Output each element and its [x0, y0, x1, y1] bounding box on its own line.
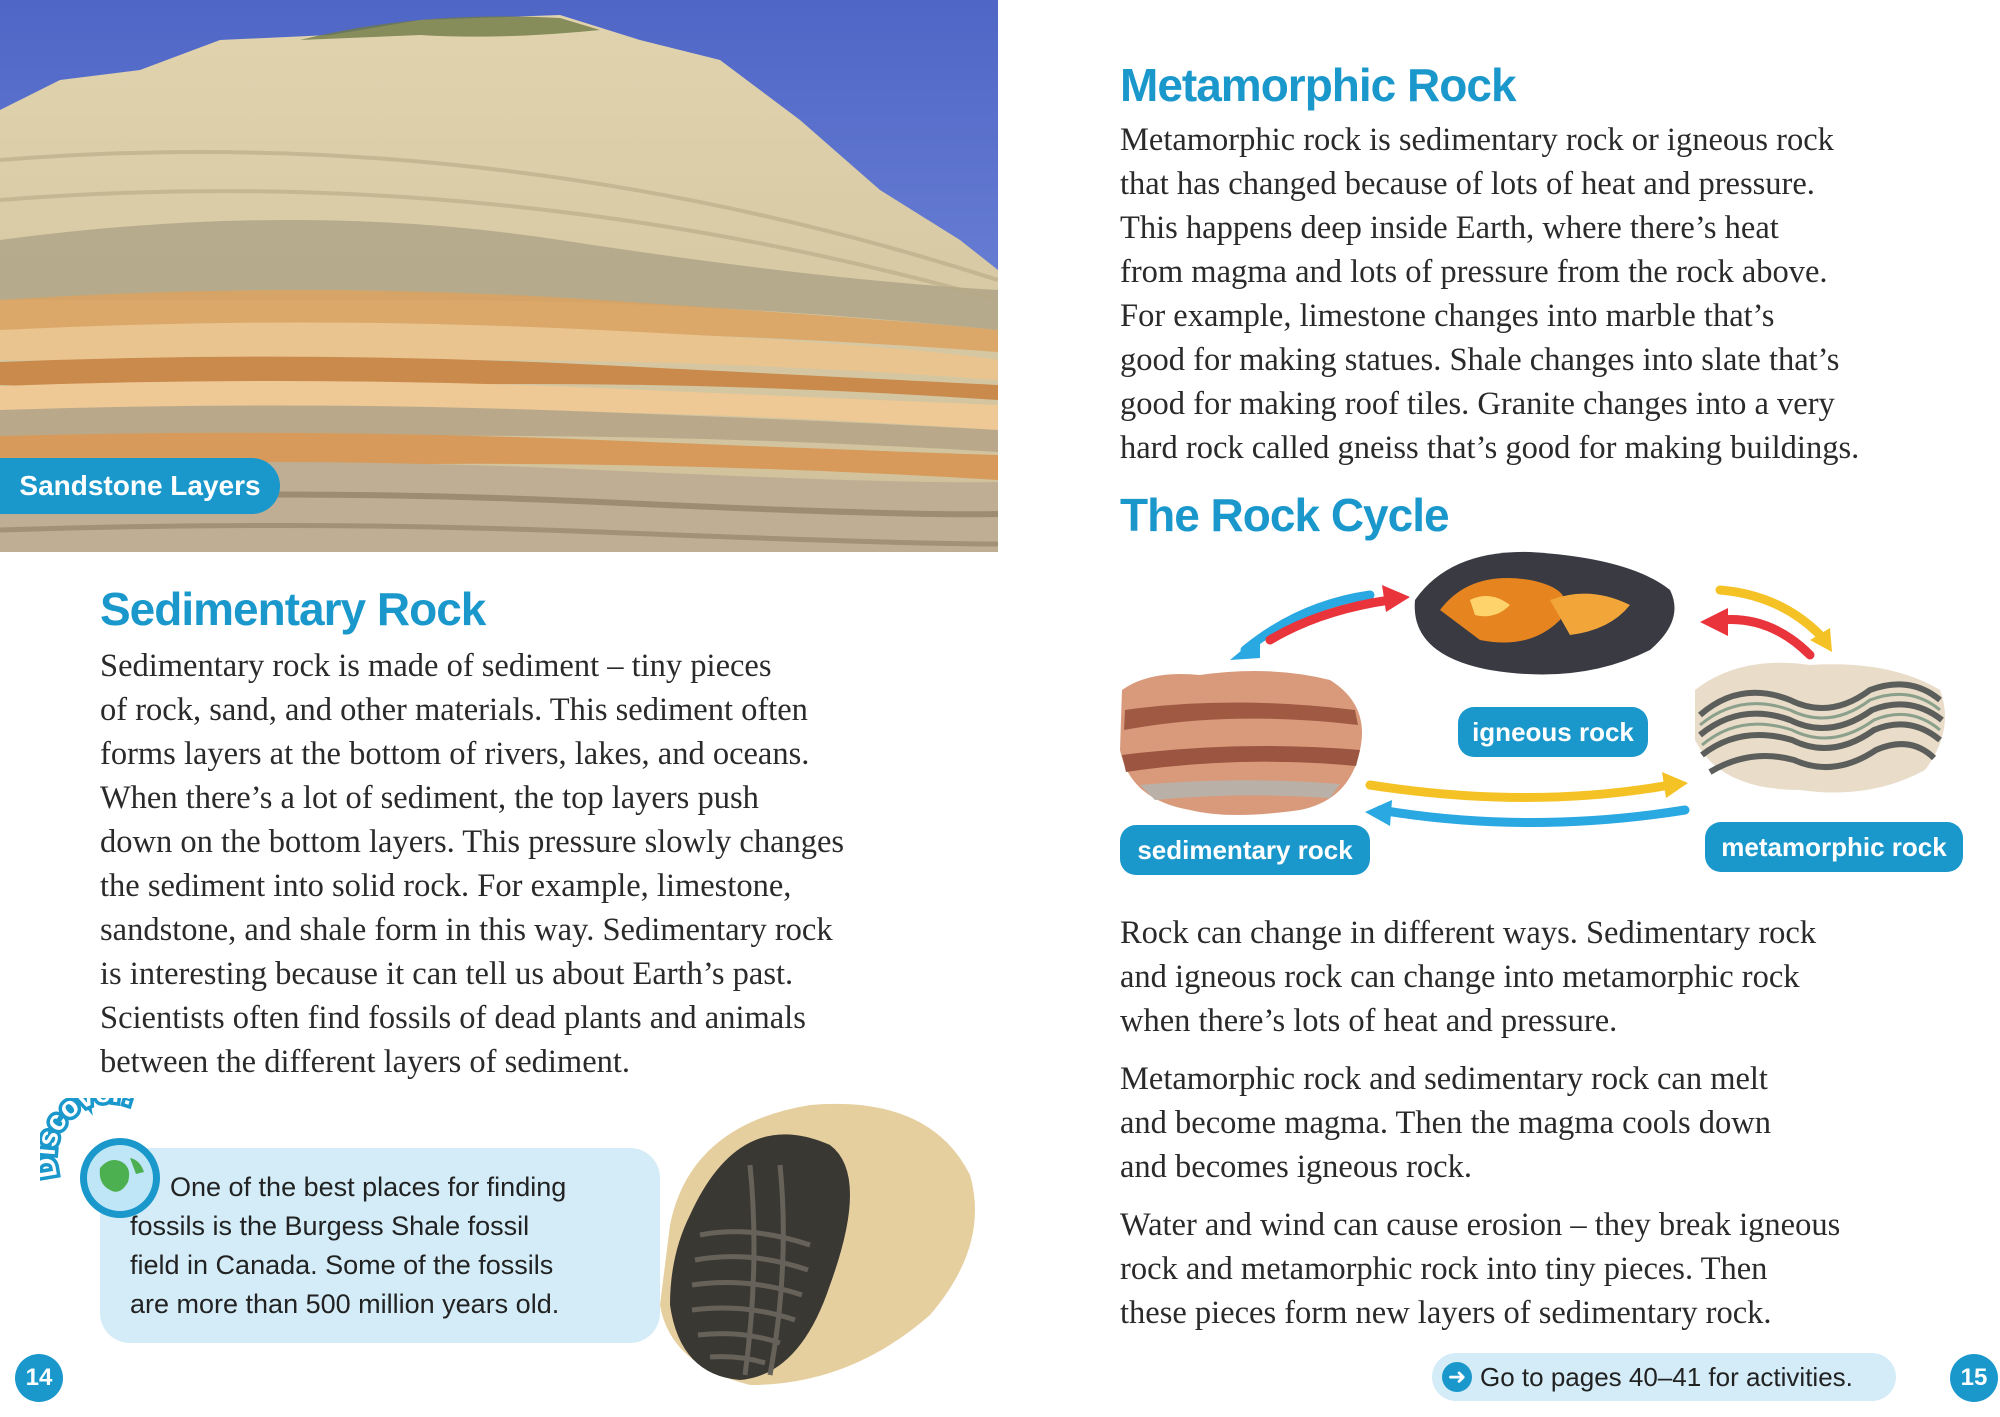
- discover-line: fossils is the Burgess Shale fossil: [130, 1211, 530, 1241]
- sedimentary-heading: Sedimentary Rock: [100, 583, 486, 635]
- text-line: is interesting because it can tell us about Earth’s past.: [100, 956, 794, 992]
- text-line: Metamorphic rock is sedimentary rock or igneous rock: [1120, 122, 1834, 158]
- activities-link-text: Go to pages 40–41 for activities.: [1480, 1362, 1853, 1392]
- discover-text: [130, 1168, 670, 1324]
- page-number-text: 14: [25, 1364, 53, 1391]
- text-line: Metamorphic rock and sedimentary rock can melt: [1120, 1061, 1768, 1097]
- text-line: Rock can change in different ways. Sedimentary rock: [1120, 915, 1817, 951]
- activities-link[interactable]: [1432, 1353, 1896, 1401]
- discover-badge-label: co: [40, 1098, 85, 1137]
- page-number-14: [15, 1354, 63, 1402]
- paragraph: [1120, 911, 1980, 1043]
- label-igneous-rock: igneous rock: [1458, 707, 1648, 757]
- paragraph: [1120, 1203, 1980, 1335]
- text-line: Scientists often find fossils of dead plants and animals: [100, 1000, 806, 1036]
- rock-cycle-heading: The Rock Cycle: [1120, 489, 1449, 541]
- text-line: sandstone, and shale form in this way. Sedimentary rock: [100, 912, 833, 948]
- label-sedimentary-rock: sedimentary rock: [1120, 825, 1370, 875]
- text-line: This happens deep inside Earth, where there’s heat: [1120, 210, 1779, 246]
- metamorphic-heading: Metamorphic Rock: [1120, 59, 1516, 111]
- text-line: from magma and lots of pressure from the rock above.: [1120, 254, 1828, 290]
- text-line: rock and metamorphic rock into tiny pieces. Then: [1120, 1251, 1768, 1287]
- text-line: good for making roof tiles. Granite changes into a very: [1120, 386, 1835, 422]
- metamorphic-paragraph: [1120, 118, 1980, 470]
- page-number-15: [1950, 1354, 1998, 1402]
- rock-cycle-explanation: [1120, 911, 1980, 1335]
- discover-badge: [40, 1098, 180, 1223]
- text-line: and become magma. Then the magma cools down: [1120, 1105, 1772, 1141]
- text-line: When there’s a lot of sediment, the top layers push: [100, 780, 759, 816]
- text-line: down on the bottom layers. This pressure slowly changes: [100, 824, 845, 860]
- text-line: For example, limestone changes into marble that’s: [1120, 298, 1775, 334]
- arrow-metamorphic-to-igneous: [1720, 619, 1810, 655]
- discover-line: field in Canada. Some of the fossils: [130, 1250, 554, 1280]
- paragraph: [1120, 1057, 1980, 1189]
- text-line: of rock, sand, and other materials. This sediment often: [100, 692, 808, 728]
- igneous-rock-image: [1415, 552, 1675, 675]
- text-line: Water and wind can cause erosion – they break igneous: [1120, 1207, 1841, 1243]
- arrow-metamorphic-to-sedimentary: [1380, 810, 1685, 823]
- discover-line: are more than 500 million years old.: [130, 1289, 560, 1319]
- text-line: between the different layers of sediment.: [100, 1044, 631, 1080]
- text-line: good for making statues. Shale changes into slate that’s: [1120, 342, 1840, 378]
- sedimentary-rock-image: [1120, 671, 1362, 815]
- arrow-sedimentary-to-metamorphic: [1370, 785, 1670, 798]
- text-line: hard rock called gneiss that’s good for making buildings.: [1120, 430, 1860, 466]
- photo-caption: Sandstone Layers: [0, 458, 280, 514]
- sedimentary-paragraph: [100, 644, 960, 1084]
- text-line: forms layers at the bottom of rivers, lakes, and oceans.: [100, 736, 810, 772]
- text-line: Sedimentary rock is made of sediment – tiny pieces: [100, 648, 772, 684]
- text-line: these pieces form new layers of sedimentary rock.: [1120, 1295, 1772, 1331]
- trilobite-fossil-photo: [630, 1085, 990, 1395]
- text-line: when there’s lots of heat and pressure.: [1120, 1003, 1618, 1039]
- metamorphic-rock-image: [1695, 663, 1945, 793]
- label-metamorphic-rock: metamorphic rock: [1705, 822, 1963, 872]
- text-line: and igneous rock can change into metamorphic rock: [1120, 959, 1800, 995]
- page-number-text: 15: [1960, 1364, 1988, 1391]
- text-line: that has changed because of lots of heat and pressure.: [1120, 166, 1815, 202]
- text-line: and becomes igneous rock.: [1120, 1149, 1472, 1185]
- discover-line: One of the best places for finding: [170, 1172, 567, 1202]
- arrow-right-icon: ➜: [1442, 1362, 1472, 1392]
- text-line: the sediment into solid rock. For example, limestone,: [100, 868, 792, 904]
